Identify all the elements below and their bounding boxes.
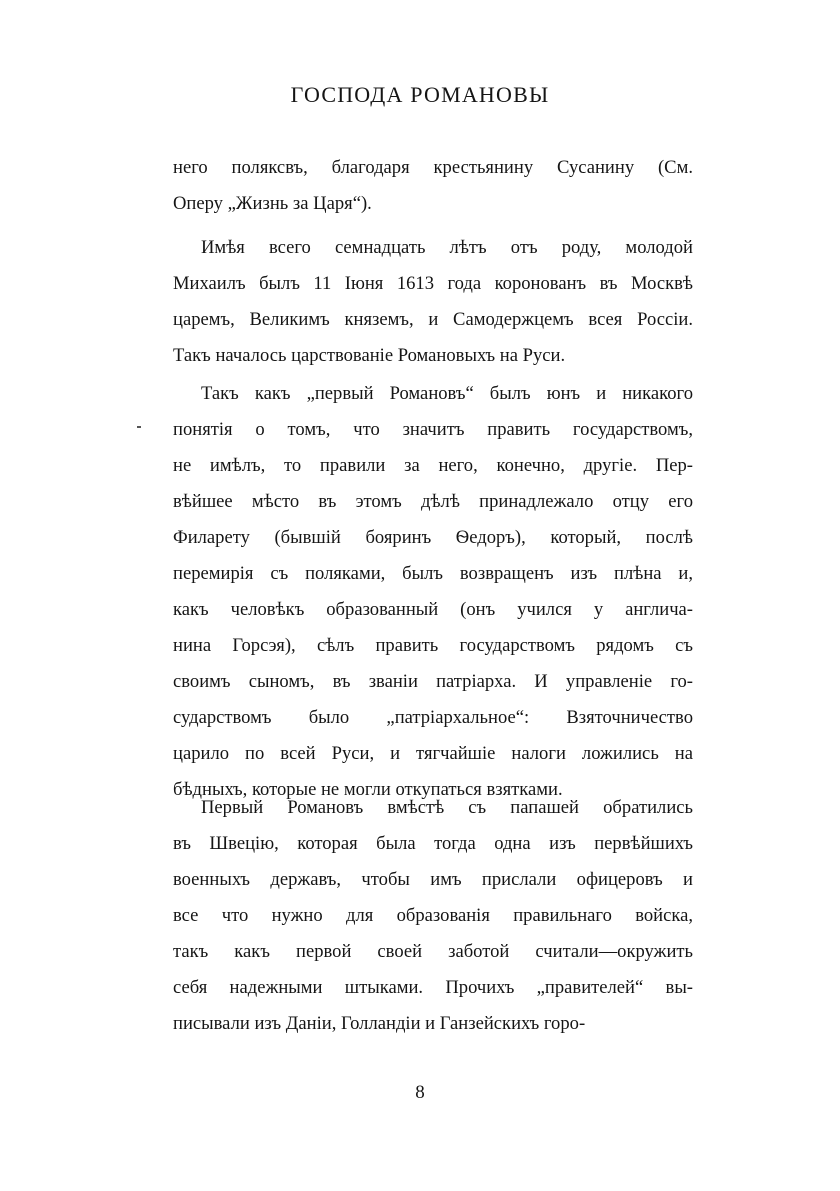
text-line: въ Швецію, которая была тогда одна изъ первѣйшихъ: [173, 833, 693, 854]
text-line: своимъ сыномъ, въ званіи патріарха. И управленіе го-: [173, 671, 693, 692]
text-line: понятія о томъ, что значитъ править государствомъ,: [173, 419, 693, 440]
page-number: 8: [415, 1082, 425, 1103]
text-line: Михаилъ былъ 11 Іюня 1613 года коронованъ въ Москвѣ: [173, 273, 693, 294]
text-line: Имѣя всего семнадцать лѣтъ отъ роду, молодой: [201, 237, 693, 258]
text-line: какъ человѣкъ образованный (онъ учился у англича-: [173, 599, 693, 620]
running-header: ГОСПОДА РОМАНОВЫ: [290, 82, 550, 107]
text-line: него поляксвъ, благодаря крестьянину Сусанину (См.: [173, 157, 693, 178]
text-line: себя надежными штыками. Прочихъ „правителей“ вы-: [173, 977, 693, 998]
text-line: Такъ началось царствованіе Романовыхъ на Руси.: [173, 345, 566, 366]
paragraph-filaret: [173, 376, 693, 808]
text-line: вѣйшее мѣсто въ этомъ дѣлѣ принадлежало отцу его: [173, 491, 693, 512]
text-line: все что нужно для образованія правильнаго войска,: [173, 905, 693, 926]
text-line: царило по всей Руси, и тягчайшіе налоги ложились на: [173, 743, 693, 764]
text-line: бѣдныхъ, которые не могли откупаться взятками.: [173, 779, 563, 800]
text-line: сударствомъ было „патріархальное“: Взяточничество: [173, 707, 693, 728]
text-line: Филарету (бывшій бояринъ Ѳедоръ), который, послѣ: [173, 527, 693, 548]
text-line: Оперу „Жизнь за Царя“).: [173, 193, 372, 214]
text-line: нина Горсэя), сѣлъ править государствомъ рядомъ съ: [173, 635, 693, 656]
text-line: Первый Романовъ вмѣстѣ съ папашей обратились: [201, 797, 693, 818]
text-line: перемирія съ поляками, былъ возвращенъ изъ плѣна и,: [173, 563, 693, 584]
paragraph-sweden: [173, 790, 693, 1042]
text-line: военныхъ державъ, чтобы имъ прислали офицеровъ и: [173, 869, 693, 890]
text-line: Такъ какъ „первый Романовъ“ былъ юнъ и никакого: [201, 383, 693, 404]
text-line: такъ какъ первой своей заботой считали—окружить: [173, 941, 693, 962]
text-line: царемъ, Великимъ княземъ, и Самодержцемъ всея Россіи.: [173, 309, 693, 330]
paragraph-continuation: [173, 150, 693, 222]
text-line: писывали изъ Даніи, Голландіи и Ганзейскихъ горо-: [173, 1013, 586, 1034]
text-line: не имѣлъ, то правили за него, конечно, другіе. Пер-: [173, 455, 693, 476]
margin-speck: [137, 426, 141, 428]
paragraph-coronation: [173, 230, 693, 374]
